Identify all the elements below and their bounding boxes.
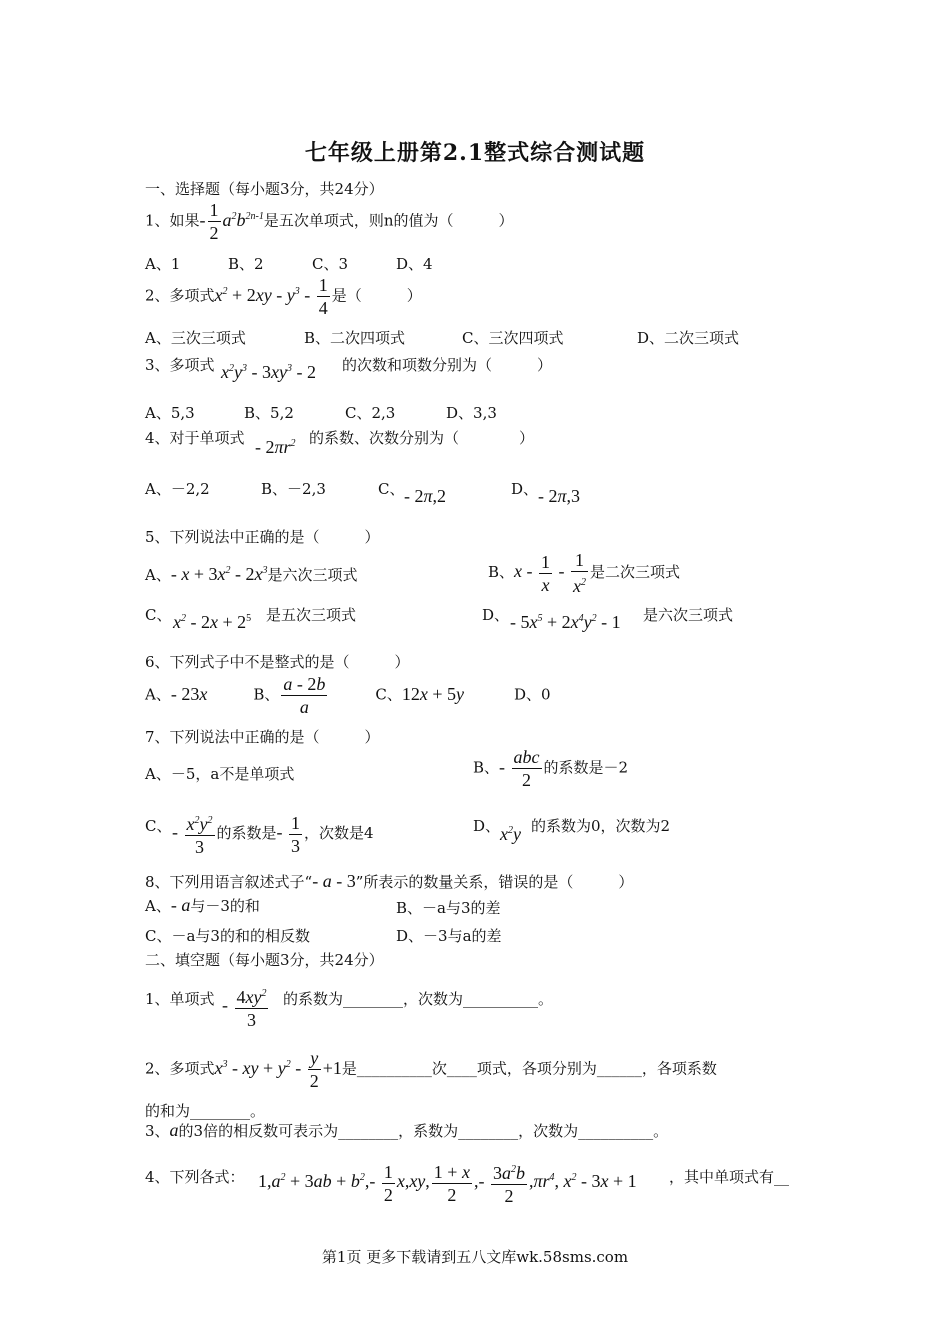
f3-stem-b: 的3倍的相反数可表示为________，系数为________，次数为__________。 [178,1122,669,1140]
q4-option-d-label: D、 [511,480,539,498]
q8-option-a [145,895,260,916]
q3-formula: $x^2y^3 - 3xy^3 - 2$ [221,362,316,382]
question-8 [145,871,633,892]
q5-option-a [145,564,358,585]
q1-stem-b: 是五次单项式，则n的值为（ ） [263,211,514,230]
q3-stem-b: 的次数和项数分别为（ ） [342,356,553,374]
fill-2 [145,1048,717,1091]
q2-option-c: C、三次四项式 [462,329,564,347]
q6-c-label: C、 [375,685,402,704]
q8-option-d: D、－3与a的差 [396,927,502,945]
q4-option-a: A、－2,2 [145,480,210,498]
q1-stem-a: 1、如果 [145,211,200,230]
q5-c-suffix: 是五次三项式 [266,606,357,624]
q6-a-formula: - 23x [170,683,208,704]
f1-stem-b: 的系数为________，次数为__________。 [283,990,554,1008]
q3-option-c: C、2,3 [345,404,396,422]
q4-option-b: B、－2,3 [261,480,326,498]
q5-d-label: D、 [482,606,510,624]
q2-option-a: A、三次三项式 [145,329,246,347]
q8-a-suffix: 与－3的和 [190,897,260,915]
q6-stem: 6、下列式子中不是整式的是（ ） [145,653,410,671]
q5-b-label: B、 [488,563,515,582]
q6-option-d: D、0 [514,685,551,704]
q7-option-c [172,811,374,857]
question-2 [145,275,422,318]
q4-option-c-formula: - 2π,2 [404,486,447,506]
q7-c-suffix: ，次数是4 [304,824,374,843]
f2-formula: $x^3$ - xy + $y^2$ - $\frac{y}{2}$ +1 [214,1048,342,1091]
f3-stem-a: 3、 [145,1122,170,1140]
section-heading-choice: 一、选择题（每小题3分，共24分） [145,180,384,198]
q8-a-label: A、 [145,897,171,915]
q6-a-label: A、 [145,685,171,704]
q3-stem-a: 3、多项式 [145,356,215,374]
q1-formula: - $\frac{1}{2}$ $a^2b^{2n-1}$ [199,200,264,243]
q1-option-d: D、4 [396,255,433,273]
q7-c-formula: - $\frac{x^2y^2}{3}$ [172,822,217,842]
fill-3 [145,1120,668,1141]
q8-stem-b: ”所表示的数量关系，错误的是（ ） [355,873,634,891]
f1-formula: - $\frac{4xy^2}{3}$ [222,984,270,1030]
section-heading-fill: 二、填空题（每小题3分，共24分） [145,951,384,969]
q7-c-label: C、 [145,817,172,835]
page-footer: 第1页 更多下载请到五八文库wk.58sms.com [321,1248,629,1266]
q3-option-b: B、5,2 [244,404,294,422]
q7-b-label: B、 [473,758,500,777]
q7-c-coef: - $\frac{1}{3}$ [276,812,301,856]
q8-stem-a: 8、下列用语言叙述式子“ [145,873,313,891]
q4-option-c-label: C、 [378,480,405,498]
q8-option-b: B、－a与3的差 [396,899,501,917]
q1-option-c: C、3 [312,255,349,273]
f2-stem-a: 2、多项式 [145,1059,215,1078]
q6-b-formula: $\frac{a - 2b}{a}$ [283,674,326,717]
f4-stem-b: ，其中单项式有__ [669,1168,790,1186]
q7-option-b [473,747,628,790]
q5-c-label: C、 [145,606,172,624]
q5-stem: 5、下列说法中正确的是（ ） [145,528,380,546]
q4-option-d-formula: - 2π,3 [538,486,581,506]
q7-stem: 7、下列说法中正确的是（ ） [145,728,380,746]
q8-a-formula: - a [170,895,191,915]
q5-d-formula: - $5x^5 + 2x^4y^2 - 1$ [510,612,621,632]
q8-option-c: C、－a与3的和的相反数 [145,927,310,945]
q5-a-label: A、 [145,566,171,584]
q1-option-a: A、1 [145,255,181,273]
q7-b-formula: - $\frac{\text{abc}}{2}$ [499,747,540,790]
q5-c-formula: $x^2 - 2x + 2^5$ [173,612,252,632]
q5-d-suffix: 是六次三项式 [643,606,734,624]
f3-formula: a [169,1120,179,1140]
q6-b-label: B、 [253,685,280,704]
q5-a-suffix: 是六次三项式 [267,566,358,584]
question-6-options [145,674,551,717]
f1-stem-a: 1、单项式 [145,990,215,1008]
f2-stem-b: 是__________次____项式，各项分别为______，各项系数 [341,1059,717,1078]
page-title: 七年级上册第2.1整式综合测试题 [304,140,646,166]
q5-b-suffix: 是二次三项式 [590,563,681,582]
q2-option-d: D、二次三项式 [637,329,740,347]
q3-option-d: D、3,3 [446,404,497,422]
q4-formula: - $2\pi r^2$ [255,437,296,457]
f4-stem-a: 4、下列各式： [145,1168,245,1186]
q1-option-b: B、2 [228,255,264,273]
q7-b-suffix: 的系数是－2 [543,758,629,777]
q4-stem-a: 4、对于单项式 [145,429,245,447]
q4-stem-b: 的系数、次数分别为（ ） [309,429,535,447]
f4-formula: $1,a^2 + 3ab + b^2,-$ $\frac{1}{2}$ x,xy, $\frac{1 + x}{2}$ ,- $\frac{3a^2b}{2}$ $,\pi r^4$, $x^2 - 3x + 1$ [258,1161,637,1206]
q7-d-label: D、 [473,817,501,835]
question-1 [145,200,514,243]
q8-formula: - a - 3 [312,871,356,891]
q2-option-b: B、二次四项式 [304,329,406,347]
f2-line2: 的和为________。 [145,1102,266,1120]
q7-d-formula: $x^2y$ [500,824,521,844]
q2-formula: $x^2 + 2xy - y^3$ - $\frac{1}{4}$ [214,275,328,318]
q2-stem-b: 是（ ） [331,286,422,305]
q6-c-formula: 12x + 5y [401,683,465,704]
q2-stem-a: 2、多项式 [145,286,215,305]
q7-d-suffix: 的系数为0，次数为2 [531,817,671,835]
q7-option-a: A、－5，a不是单项式 [145,765,295,783]
q3-option-a: A、5,3 [145,404,195,422]
q7-c-mid: 的系数是 [216,824,277,843]
q5-b-formula: x - $\frac{1}{x}$ - $\frac{1}{x^2}$ [514,550,587,596]
q5-option-b [488,550,680,596]
q5-a-formula: - $x + 3x^2 - 2x^3$ [170,564,268,584]
